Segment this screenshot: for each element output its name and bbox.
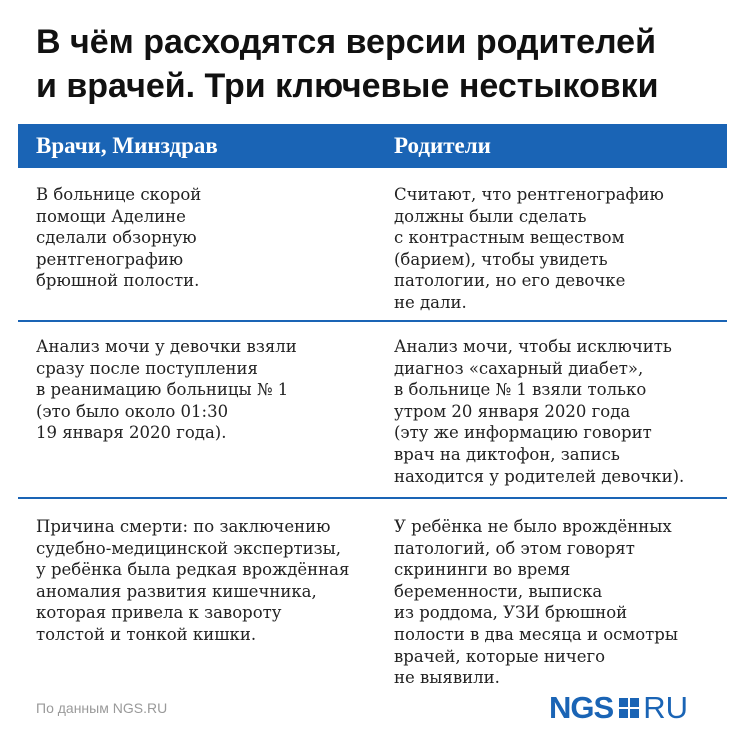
logo-squares-icon [619,698,639,718]
table-header [18,124,727,168]
row-2-doctors [36,336,297,444]
row-3-doctors [36,516,349,646]
header-parents: Родители [394,133,491,158]
text-line: (это было около 01:30 [36,401,229,421]
text-line: 19 января 2020 года). [36,423,227,443]
text-line: беременности, выписка [394,581,603,601]
text-line: в больнице № 1 взяли только [394,380,647,400]
logo-text-ru: RU [643,690,688,725]
text-line: (барием), чтобы увидеть [394,249,608,269]
text-line: В больнице скорой [36,185,202,204]
text-line: аномалия развития кишечника, [36,581,317,601]
text-line: помощи Аделине [36,206,186,226]
row-1-doctors [36,184,201,292]
text-line: находится у родителей девочки). [394,466,685,486]
header-doctors: Врачи, Минздрав [36,133,218,158]
text-line: диагноз «сахарный диабет», [394,358,644,378]
text-line: У ребёнка не было врождённых [394,517,672,536]
text-line: не выявили. [394,668,500,688]
text-line: у ребёнка была редкая врождённая [36,560,350,580]
ngs-logo[interactable] [549,692,688,724]
title-line-1: В чём расходятся версии родителей [36,23,656,61]
row-2-parents [394,336,684,487]
row-1-parents [394,184,664,314]
text-line: патологий, об этом говорят [394,538,635,558]
text-line: не дали. [394,292,467,312]
row-divider [18,497,727,499]
text-line: патологии, но его девочке [394,271,626,291]
text-line: толстой и тонкой кишки. [36,624,257,644]
text-line: в реанимацию больницы № 1 [36,380,289,400]
logo-text-ngs: NGS [549,690,614,725]
text-line: Причина смерти: по заключению [36,517,331,536]
text-line: врачей, которые ничего [394,646,606,666]
text-line: рентгенографию [36,249,184,269]
row-divider [18,320,727,322]
text-line: врач на диктофон, запись [394,444,620,464]
text-line: сразу после поступления [36,358,258,378]
text-line: сделали обзорную [36,228,197,248]
text-line: которая привела к завороту [36,603,282,623]
row-3-parents [394,516,678,689]
text-line: должны были сделать [394,206,587,226]
text-line: с контрастным веществом [394,228,625,248]
text-line: Считают, что рентгенографию [394,185,664,204]
text-line: Анализ мочи, чтобы исключить [394,337,672,356]
text-line: Анализ мочи у девочки взяли [36,337,297,356]
text-line: утром 20 января 2020 года [394,401,631,421]
text-line: судебно-медицинской экспертизы, [36,538,342,558]
text-line: скрининги во время [394,560,571,580]
text-line: полости в два месяца и осмотры [394,624,678,644]
page-title [36,20,736,108]
text-line: брюшной полости. [36,271,200,291]
title-line-2: и врачей. Три ключевые нестыковки [36,67,659,105]
source-credit: По данным NGS.RU [36,700,168,716]
text-line: (эту же информацию говорит [394,423,652,443]
text-line: из роддома, УЗИ брюшной [394,603,628,623]
